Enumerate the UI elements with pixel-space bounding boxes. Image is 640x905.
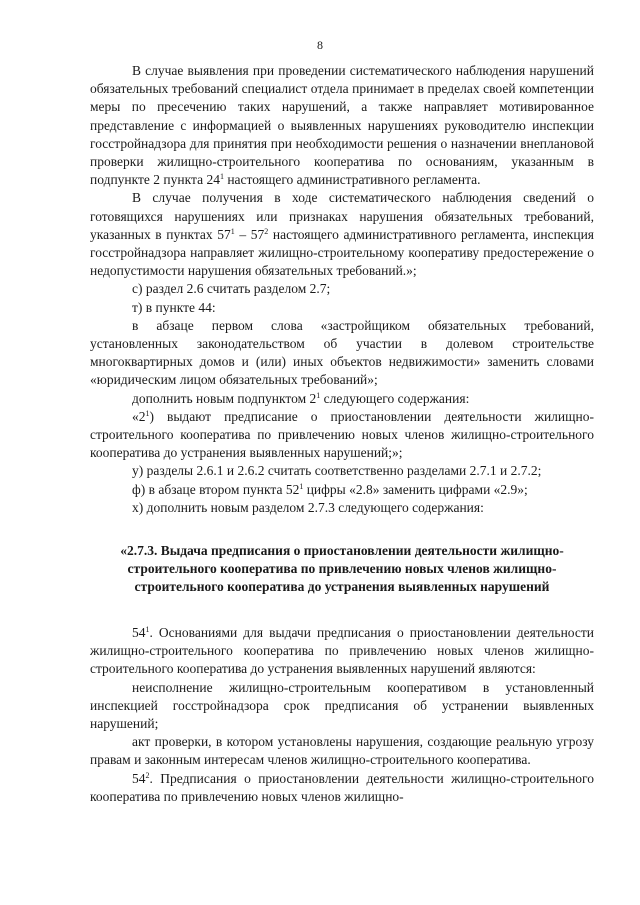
paragraph: неисполнение жилищно-строительным кооперативом в установленный инспекцией госстройнадзора срок предписания об устранении выявленных нарушений;	[90, 679, 594, 732]
list-item: ф) в абзаце втором пункта $52^1$ цифры «2.8» заменить цифрами «2.9»;	[132, 481, 528, 497]
paragraph: «$2^1$) выдают предписание о приостановлении деятельности жилищно-строительного кооператива по привлечению новых членов жилищно-строительного кооператива до устранения выявленных нарушений;»;	[90, 408, 594, 461]
paragraph: В случае получения в ходе систематического наблюдения сведений о готовящихся нарушениях или признаках нарушения обязательных требований, указанных в пунктах $57^1 - 57^2$ настоящего административного регламента, инспекция госстройнадзора направляет жилищно-строительному кооперативу предостережение о недопустимости нарушения обязательных требований.»;	[90, 190, 594, 279]
list-item: с) раздел 2.6 считать разделом 2.7;	[132, 281, 331, 297]
list-item: т) в пункте 44:	[132, 299, 216, 315]
page-number: 8	[317, 38, 323, 52]
paragraph: дополнить новым подпунктом $2^1$ следующего содержания:	[132, 390, 470, 406]
paragraph: В случае выявления при проведении систематического наблюдения нарушений обязательных требований специалист отдела принимает в пределах своей компетенции меры по пресечению таких нарушений, а также направляет мотивированное представление с информацией о выявленных нарушениях руководителю инспекции госстройнадзора для принятия при необходимости решения о назначении внеплановой проверки жилищно-строительного кооператива по основаниям, указанным в подпункте 2 пункта $24^1$ настоящего административного регламента.	[90, 63, 594, 188]
list-item: х) дополнить новым разделом 2.7.3 следующего содержания:	[132, 499, 484, 515]
section-heading: «2.7.3. Выдача предписания о приостановлении деятельности жилищно-строительного кооператива по привлечению новых членов жилищно-строительного кооператива до устранения выявленных нарушений	[120, 543, 564, 594]
paragraph: в абзаце первом слова «застройщиком обязательных требований, установленных законодательством об участии в долевом строительстве многоквартирных домов и (или) иных объектов недвижимости» заменить словами «юридическим лицом обязательных требований»;	[90, 317, 594, 388]
document-body-section	[90, 624, 594, 806]
list-item: у) разделы 2.6.1 и 2.6.2 считать соответственно разделами 2.7.1 и 2.7.2;	[132, 463, 542, 479]
paragraph: $54^1$. Основаниями для выдачи предписания о приостановлении деятельности жилищно-строительного кооператива по привлечению новых членов жилищно-строительного кооператива до устранения выявленных нарушений являются:	[90, 625, 594, 677]
paragraph: $54^2$. Предписания о приостановлении деятельности жилищно-строительного кооператива по привлечению новых членов жилищно-	[90, 770, 594, 804]
document-body	[90, 62, 594, 517]
paragraph: акт проверки, в котором установлены нарушения, создающие реальную угрозу правам и законным интересам членов жилищно-строительного кооператива.	[90, 734, 594, 768]
